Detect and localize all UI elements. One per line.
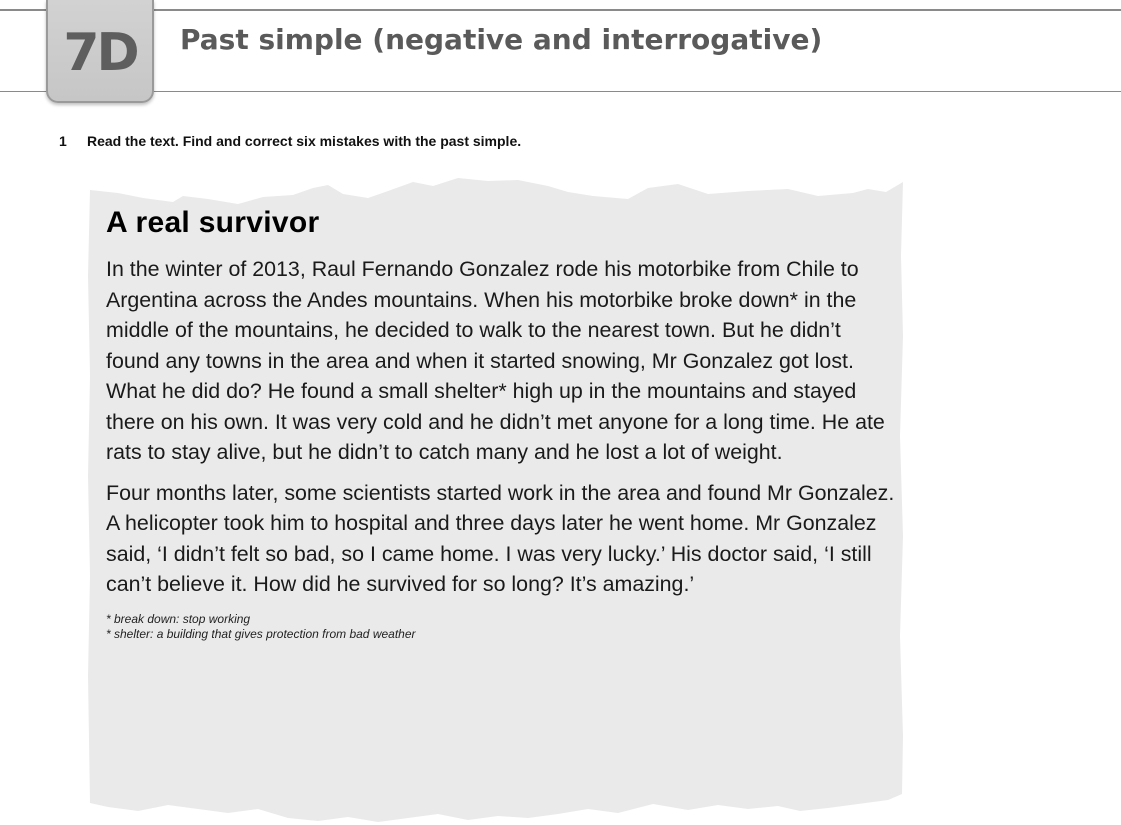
exercise-number: 1: [59, 133, 67, 149]
footnote-break-down: * break down: stop working: [106, 611, 251, 626]
article-title: A real survivor: [106, 206, 320, 239]
header-rule-top: [0, 9, 1121, 11]
article-paragraph-2: Four months later, some scientists started work in the area and found Mr Gonzalez. A helicopter took him to hospital and three days later he went home. Mr Gonzalez said, ‘I didn’t felt so bad, so I came home. I was very lucky.’ His doctor said, ‘I still can’t believe it. How did he survived for so long? It’s amazing.’: [106, 480, 895, 596]
footnote-shelter: * shelter: a building that gives protection from bad weather: [106, 626, 416, 641]
article-panel: [88, 176, 904, 823]
unit-badge: [46, 0, 154, 103]
footnotes: [106, 612, 896, 642]
exercise-instruction-text: Read the text. Find and correct six mistakes with the past simple.: [87, 133, 522, 149]
article-paragraph-1: In the winter of 2013, Raul Fernando Gonzalez rode his motorbike from Chile to Argentina across the Andes mountains. When his motorbike broke down* in the middle of the mountains, he decided to walk to the nearest town. But he didn’t found any towns in the area and when it started snowing, Mr Gonzalez got lost. What he did do? He found a small shelter* high up in the mountains and stayed there on his own. It was very cold and he didn’t met anyone for a long time. He ate rats to stay alive, but he didn’t to catch many and he lost a lot of weight.: [106, 257, 885, 464]
unit-code: 7D: [63, 22, 137, 83]
header-rule-bottom: [0, 91, 1121, 92]
article-content: [106, 206, 896, 642]
unit-title: Past simple (negative and interrogative): [180, 23, 823, 56]
exercise-instruction: [59, 133, 521, 149]
